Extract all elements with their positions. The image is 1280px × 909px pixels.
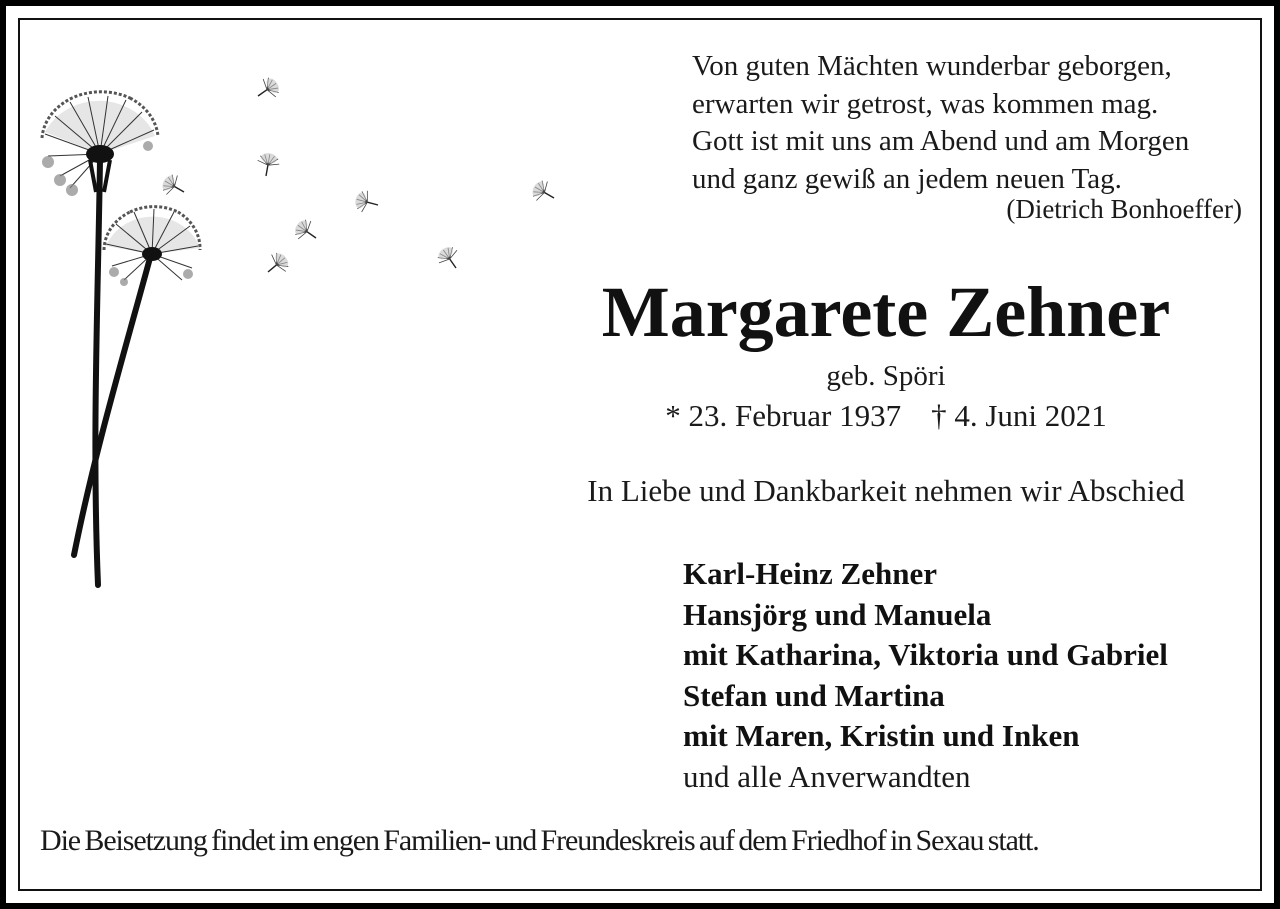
mourner: mit Katharina, Viktoria und Gabriel	[683, 637, 1168, 672]
funeral-note: Die Beisetzung findet im engen Familien- und Freundeskreis auf dem Friedhof in Sexau statt.	[40, 824, 1039, 857]
dandelion-seed	[291, 216, 322, 247]
mourner: mit Maren, Kristin und Inken	[683, 718, 1080, 753]
life-dates	[490, 398, 1280, 434]
mourner: Stefan und Martina	[683, 677, 945, 713]
poem-line: Von guten Mächten wunderbar geborgen,	[692, 50, 1172, 82]
deceased-name: Margarete Zehner	[601, 272, 1171, 352]
dandelion-seed	[255, 151, 281, 177]
dandelion-head	[104, 207, 200, 286]
dandelion-seed	[529, 177, 560, 208]
poem	[692, 48, 1252, 198]
poem-line: und ganz gewiß an jedem neuen Tag.	[692, 162, 1122, 195]
dandelion-seed	[252, 74, 283, 105]
dandelion-stem	[74, 258, 150, 555]
dandelion-stem	[95, 160, 100, 585]
birth-date: * 23. Februar 1937	[665, 398, 902, 433]
dandelion-seed	[159, 171, 190, 202]
mourner: Hansjörg und Manuela	[683, 596, 992, 632]
poem-line: Gott ist mit uns am Abend und am Morgen	[692, 125, 1190, 157]
maiden-name: geb. Spöri	[826, 360, 946, 392]
dandelion-head	[42, 92, 158, 196]
poem-author: (Dietrich Bonhoeffer)	[1006, 194, 1242, 224]
farewell-text: In Liebe und Dankbarkeit nehmen wir Abschied	[587, 473, 1185, 508]
relatives: und alle Anverwandten	[683, 758, 971, 794]
mourner: Karl-Heinz Zehner	[683, 556, 937, 591]
poem-line: erwarten wir getrost, was kommen mag.	[692, 87, 1159, 120]
dandelion-seed	[353, 188, 381, 215]
dandelion-seed	[434, 243, 465, 274]
death-date: † 4. Juni 2021	[931, 398, 1107, 433]
dandelion-seed	[261, 249, 293, 281]
mourners-list	[683, 554, 1168, 797]
